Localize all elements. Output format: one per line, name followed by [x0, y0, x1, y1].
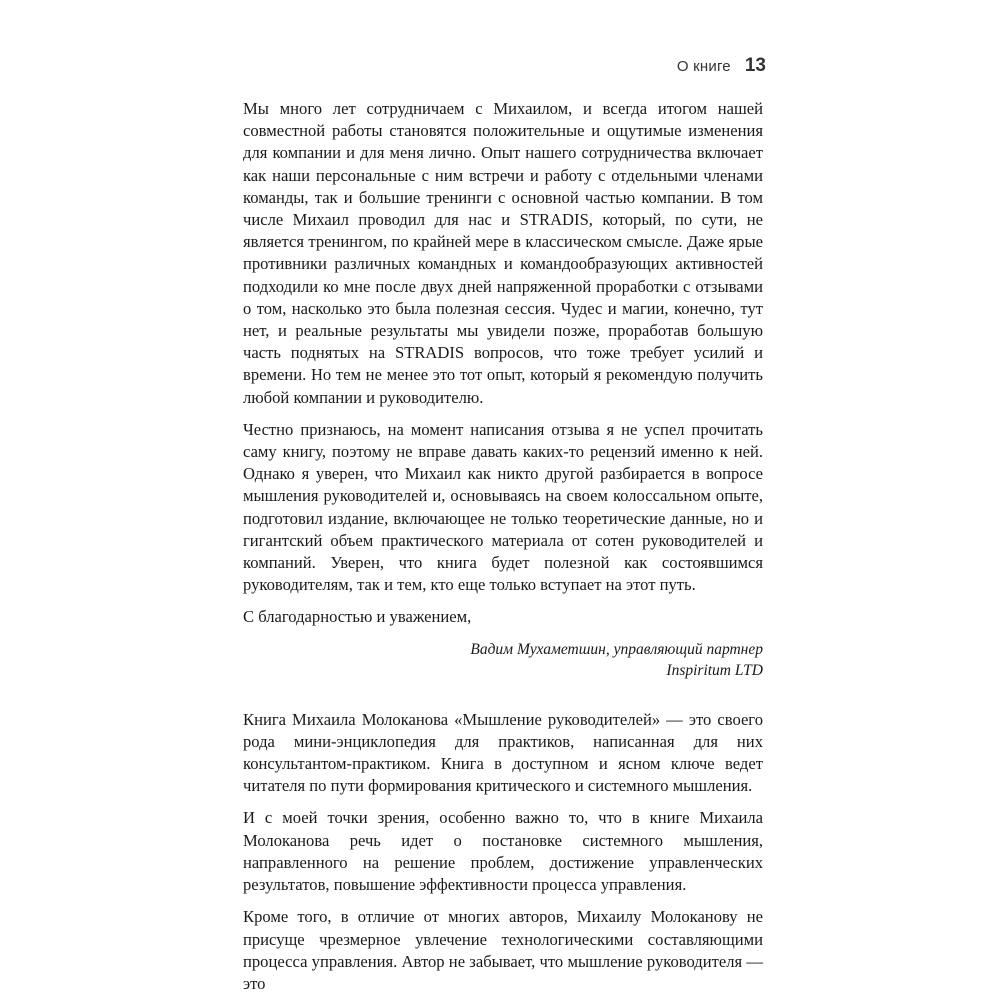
signature-name: [243, 639, 763, 681]
body-text: [243, 98, 763, 1005]
signature-block: [243, 639, 763, 681]
paragraph: Кроме того, в отличие от многих авторов, Михаилу Молоканову не присуще чрезмерное увлечение технологическими составляющими процесса управления. Автор не забывает, что мышление руководителя — это: [243, 907, 763, 993]
paragraph: Мы много лет сотрудничаем с Михаилом, и всегда итогом нашей совместной работы становятся положительные и ощутимые изменения для компании и для меня лично. Опыт нашего сотрудничества включает как наши персональные с ним встречи и работу с отдельными членами команды, так и большие тренинги с основной частью компании. В том числе Михаил проводил для нас и STRADIS, который, по сути, не является тренингом, по крайней мере в классическом смысле. Даже ярые противники различных командных и командообразующих активностей подходили ко мне после двух дней напряженной проработки с отзывами о том, насколько это была полезная сессия. Чудес и магии, конечно, тут нет, и реальные результаты мы увидели позже, проработав большую часть поднятых на STRADIS вопросов, что тоже требует усилий и времени. Но тем не менее это тот опыт, который я рекомендую получить любой компании и руководителю.: [243, 99, 763, 407]
paragraph: Книга Михаила Молоканова «Мышление руководителей» — это своего рода мини-энциклопедия для практиков, написанная для них консультантом-практиком. Книга в доступном и ясном ключе ведет читателя по пути формирования критического и системного мышления.: [243, 709, 763, 796]
paragraph: Честно признаюсь, на момент написания отзыва я не успел прочитать саму книгу, поэтому не вправе давать каких-то рецензий именно к ней. Однако я уверен, что Михаил как никто другой разбирается в вопросе мышления руководителей и, основываясь на своем колоссальном опыте, подготовил издание, включающее не только теоретические данные, но и гигантский объем практического материала от сотен руководителей и компаний. Уверен, что книга будет полезной как состоявшимся руководителям, так и тем, кто еще только вступает на этот путь.: [243, 419, 763, 595]
closing-line: С благодарностью и уважением,: [243, 607, 472, 627]
signature-line-1: Вадим Мухаметшин, управляющий партнер: [470, 640, 763, 658]
running-head: [677, 55, 766, 77]
page-number: 13: [744, 55, 766, 76]
running-title: О книге: [676, 58, 731, 75]
signature-line-2: Inspiritum LTD: [666, 661, 763, 679]
paragraph: И с моей точки зрения, особенно важно то, что в книге Михаила Молоканова речь идет о постановке системного мышления, направленного на решение проблем, достижение управленческих результатов, повышение эффективности процесса управления.: [243, 808, 763, 895]
